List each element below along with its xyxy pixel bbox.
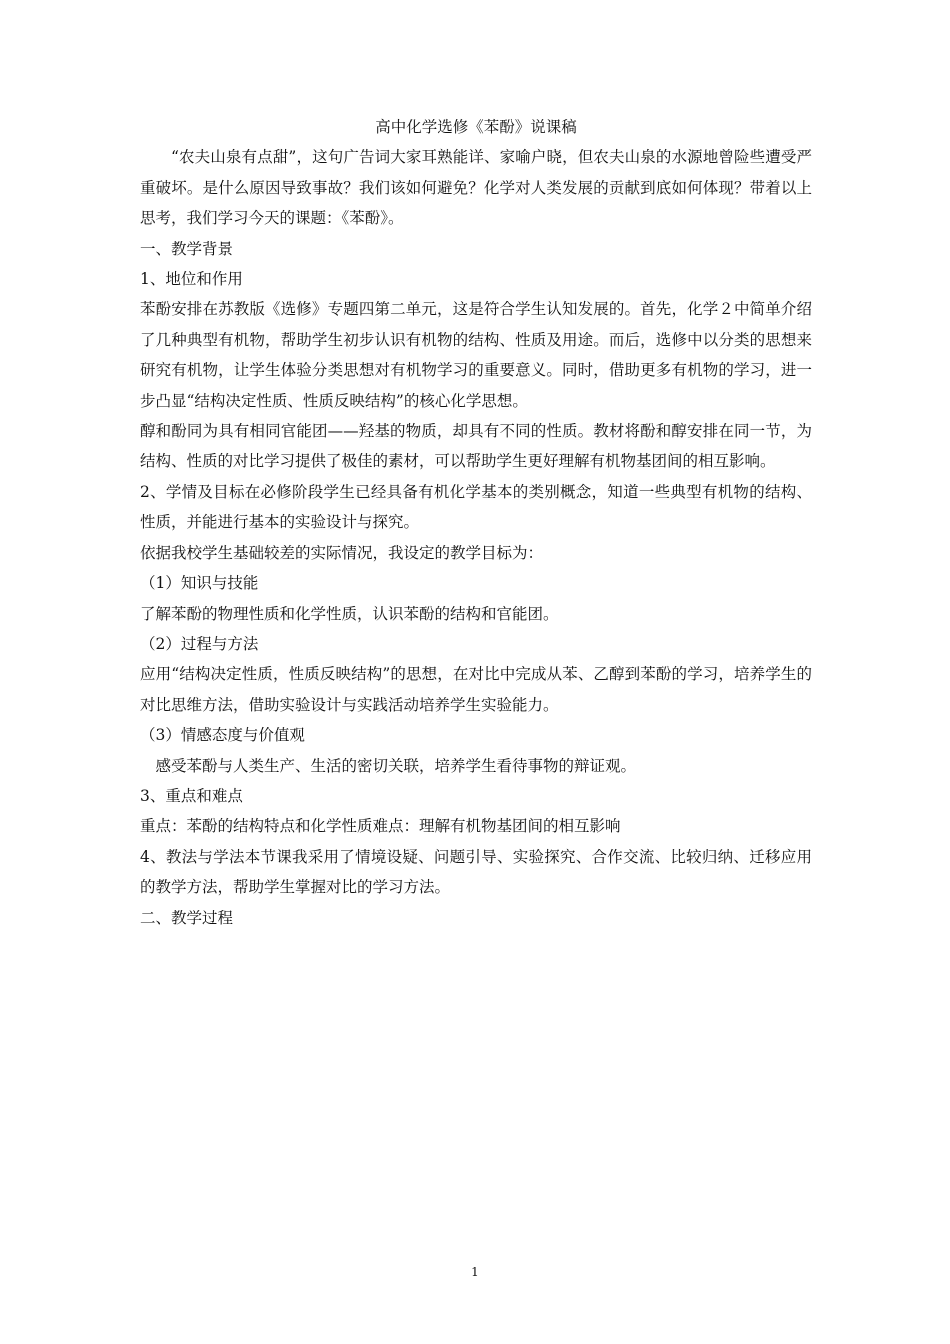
goal-process-heading: （2）过程与方法 [140,634,259,653]
section-heading-background: 一、教学背景 [140,239,234,258]
key-points-text: 重点：苯酚的结构特点和化学性质难点：理解有机物基团间的相互影响 [140,817,621,836]
subheading-position-role: 1、地位和作用 [140,270,243,289]
goal-attitude-heading: （3）情感态度与价值观 [140,726,305,745]
goals-intro-paragraph: 依据我校学生基础较差的实际情况，我设定的教学目标为： [140,543,544,562]
teaching-method-paragraph: 4、教法与学法本节课我采用了情境设疑、问题引导、实验探究、合作交流、比较归纳、迁移应用的教学方法，帮助学生掌握对比的学习方法。 [140,847,812,897]
position-paragraph-2: 醇和酚同为具有相同官能团——羟基的物质，却具有不同的性质。教材将酚和醇安排在同一节，为结构、性质的对比学习提供了极佳的素材，可以帮助学生更好理解有机物基团间的相互影响。 [140,422,812,471]
section-heading-process: 二、教学过程 [140,908,234,927]
goal-knowledge-text: 了解苯酚的物理性质和化学性质，认识苯酚的结构和官能团。 [140,604,559,623]
document-title: 高中化学选修《苯酚》说课稿 [375,118,577,136]
document-body [140,112,812,933]
subheading-key-points: 3、重点和难点 [140,786,243,805]
goal-process-text: 应用“结构决定性质，性质反映结构”的思想，在对比中完成从苯、乙醇到苯酚的学习，培养学生的对比思维方法，借助实验设计与实践活动培养学生实验能力。 [140,665,812,714]
goal-attitude-text: 感受苯酚与人类生产、生活的密切关联，培养学生看待事物的辩证观。 [155,756,637,775]
intro-paragraph: “农夫山泉有点甜”，这句广告词大家耳熟能详、家喻户晓，但农夫山泉的水源地曾险些遭受严重破坏。是什么原因导致事故？我们该如何避免？化学对人类发展的贡献到底如何体现？带着以上思考，我们学习今天的课题：《苯酚》。 [140,148,812,228]
page-number: 1 [471,1265,479,1279]
goal-knowledge-heading: （1）知识与技能 [140,574,259,593]
position-paragraph-1: 苯酚安排在苏教版《选修》专题四第二单元，这是符合学生认知发展的。首先，化学２中简单介绍了几种典型有机物，帮助学生初步认识有机物的结构、性质及用途。而后，选修中以分类的思想来研究有机物，让学生体验分类思想对有机物学习的重要意义。同时，借助更多有机物的学习，进一步凸显“结构决定性质、性质反映结构”的核心化学思想。 [140,300,812,410]
learner-analysis-paragraph: 2、学情及目标在必修阶段学生已经具备有机化学基本的类别概念，知道一些典型有机物的结构、性质，并能进行基本的实验设计与探究。 [140,482,812,532]
